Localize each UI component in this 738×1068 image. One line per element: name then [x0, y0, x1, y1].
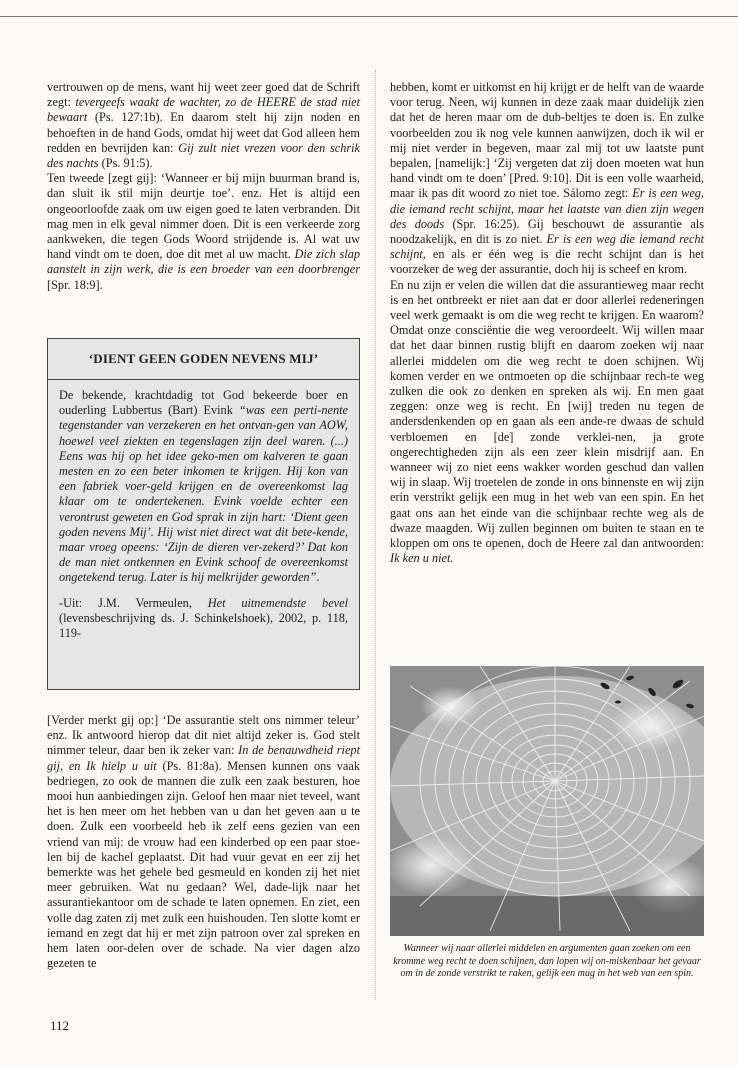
quote-box: [47, 338, 360, 690]
right-column: [390, 80, 704, 567]
paragraph: [390, 278, 704, 567]
left-column-continued: [47, 713, 360, 971]
paragraph: [390, 80, 704, 278]
text-run: Ten tweede [zegt gij]: ‘Wanneer er bij mijn buurman brand is, dan sluit ik stil mijn deurtje toe’. enz. Het is altijd een ongeoorloofde zaak om uw eigen goed te laten verbranden. Dit mag men in elk geval nimmer doen. Dit is een verkeerde zorg aankweken, die tegen Gods Woord strijdende is. Al wat uw hand vindt om te doen, doe dit met al uw macht.: [47, 171, 360, 262]
italic-text: Die zich slap aanstelt in zijn werk, die is een broeder van een doorbrenger: [47, 247, 360, 277]
spider-web-illustration: [390, 666, 704, 936]
italic-text: “was een perti-nente tegenstander van verzekeren en het ontvan-gen van AOW, hoewel veel ziekten en tegenslagen zijn deel waren. (...) Eens was hij op het idee geko-men om kalveren te gaan mesten en zo een beter inkomen te krijgen. Hij kon van een fabriek voer-geld krijgen en de overeenkomst lag klaar om te ondertekenen. Evink voelde echter een verontrust geweten en God sprak in zijn hart: ‘Dient geen goden nevens Mij’. Hij wist niet direct wat dit bete-kende, maar vroeg opeens: ‘Zijn de dieren ver-zekerd?’ Dat kon de man niet ontkennen en Evink schoof de overeenkomst ongetekend terug. Later is hij melkrijder geworden”: [59, 403, 348, 585]
text-run: vertrouwen op de mens, want hij weet zeer goed dat de Schrift zegt:: [47, 80, 360, 110]
paragraph-group: [47, 80, 360, 293]
paragraph: [47, 171, 360, 293]
text-run: (Spr. 16:25). Gij beschouwt de assurantie als noodzakelijk, en dit is zo niet.: [390, 216, 704, 247]
paragraph-group: [390, 80, 704, 567]
quote-box-source: [59, 596, 348, 642]
text-run: (levensbeschrijving ds. J. Schinkelshoek), 2002, p. 118, 119-: [59, 610, 348, 641]
text-run: (Ps. 91:5).: [98, 156, 153, 171]
quote-box-rule: [48, 379, 359, 380]
text-run: [Spr. 18:9].: [47, 277, 103, 292]
italic-text: Het uitnemendste bevel: [207, 595, 348, 610]
text-run: En nu zijn er velen die willen dat die assurantieweg maar recht is en het ontbreekt er niet aan dat er door allerlei redeneringen veel werk gemaakt is om die weg recht te krijgen. En waarom? Omdat onze consciëntie die weg veroordeelt. Wij willen maar dat het daar binnen rustig blijft en daarom zoeken wij naar allerlei middelen om die weg recht te doen schijnen. Wij komen verder en we ontmoeten op die schijnbaar rech-te weg zulken die ook zo denken en spreken als wij. En men gaat zeggen: onze weg is recht. En [wij] treden nu tegen de andersdenkenden op en gaan als een ande-re dwaas de schuld verbloemen en [de] zonde verklei-nen, ja grote ongerechtigheden zijn als een zeer klein misdrijf aan. En wanneer wij zo niet eens wakker worden geschud dan vallen wij in slaap. Wij troetelen de zonde in ons binnenste en wij zijn erin verstrikt gelijk een mug in het web van een spin. En het gaat ons aan het einde van die schijnbaar rechte weg als de dwaze maagden. Wij zullen beginnen om buiten te staan en te kloppen om ons te openen, doch de Heere zal dan antwoorden:: [390, 277, 704, 551]
quote-box-title: ‘DIENT GEEN GODEN NEVENS MIJ’: [88, 351, 319, 366]
top-rule: [0, 16, 738, 17]
page-number: 112: [50, 1018, 70, 1033]
text-run: (Ps. 81:8a). Mensen kunnen ons vaak bedriegen, zo ook de mannen die zulk een zaak besturen, hoe mooi hun aanbiedingen zijn. Geloof hen maar niet teveel, want het is hen meer om het hebben van u dan het geven aan u te doen. Zulk een voorbeeld heb ik zelf eens gezien van een vriend van mij: de vrouw had een kinderbed op een paar stoe-len bij de kachel geplaatst. Dit had vuur gevat en eer zij het bemerkte was het gehele bed gesmeuld en konden zij het niet meer gebruiken. Wat nu gedaan? Wel, dade-lijk naar het assurantiekantoor om de schade te laten opnemen. En ziet, een volle dag zaten zij met zulk een huishouden. Ten slotte komt er iemand en zegt dat hij er met zijn patroon over zal spreken en hem laten oor-delen over de schade. Na vier dagen alzo gezeten te: [47, 758, 360, 971]
italic-text: Er is een weg, die iemand recht schijnt, maar het laatste van dien zijn wegen des doods: [390, 186, 705, 231]
text-run: , en als er één weg is die recht schijnt dan is het voorzeker de weg der assurantie, doch hij is scheef en krom.: [390, 247, 704, 277]
paragraph: [47, 80, 360, 171]
italic-text: Gij zult niet vrezen voor den schrik des nachts: [47, 140, 361, 171]
text-run: De bekende, krachtdadig tot God bekeerde boer en ouderling Lubbertus (Bart) Evink: [59, 388, 348, 418]
paragraph: [47, 713, 360, 971]
paragraph-group: [47, 713, 360, 971]
italic-text: In de benauwdheid riept gij, en Ik hielp u uit: [47, 743, 360, 773]
italic-text: Ik ken u niet.: [390, 551, 454, 566]
left-column: [47, 80, 360, 293]
text-run: [Verder merkt gij op:] ‘De assurantie stelt ons nimmer teleur’ enz. Ik antwoord hierop dat dit niet altijd zeker is. God stelt nimmer teleur, daar ben ik zeker van:: [47, 713, 360, 758]
photo-caption: Wanneer wij naar allerlei middelen en argumenten gaan zoeken om een kromme weg recht te doen schijnen, dan lopen wij on-miskenbaar het gevaar om in de zonde verstrikt te raken, gelijk een mug in het web van een spin.: [393, 943, 701, 980]
text-run: (Ps. 127:1b). En daarom stelt hij zijn noden en behoeften in de hand Gods, omdat hij weet dat God alleen hem redden en bevrijden kan:: [47, 110, 360, 155]
column-separator: [375, 70, 376, 1000]
text-run: .: [316, 570, 320, 585]
text-run: -Uit: J.M. Vermeulen,: [59, 595, 208, 610]
italic-text: tevergeefs waakt de wachter, zo de HEERE de stad niet bewaart: [47, 95, 360, 125]
text-run: hebben, komt er uitkomst en hij krijgt er de helft van de waarde voor terug. Neen, wij kunnen in deze zaak maar duidelijk zien dat het de heren maar om de dub-beltjes te doen is. En zulke voorbeelden zou ik nog vele kunnen aanwijzen, doch ik wil er mij niet verder in begeven, maar zal mij tot uw laatste punt bepalen, [namelijk:] ‘Zij vergeten dat zij doen moeten wat hun hand vindt om te doen’ [Pred. 9:10]. Dit is een volle waarheid, maar ik pas dit woord zo niet toe. Sálomo zegt:: [390, 80, 704, 201]
spider-web-photo: [390, 666, 704, 936]
italic-text: Er is een weg die iemand recht schijnt: [390, 232, 704, 262]
quote-box-body: [59, 388, 348, 586]
